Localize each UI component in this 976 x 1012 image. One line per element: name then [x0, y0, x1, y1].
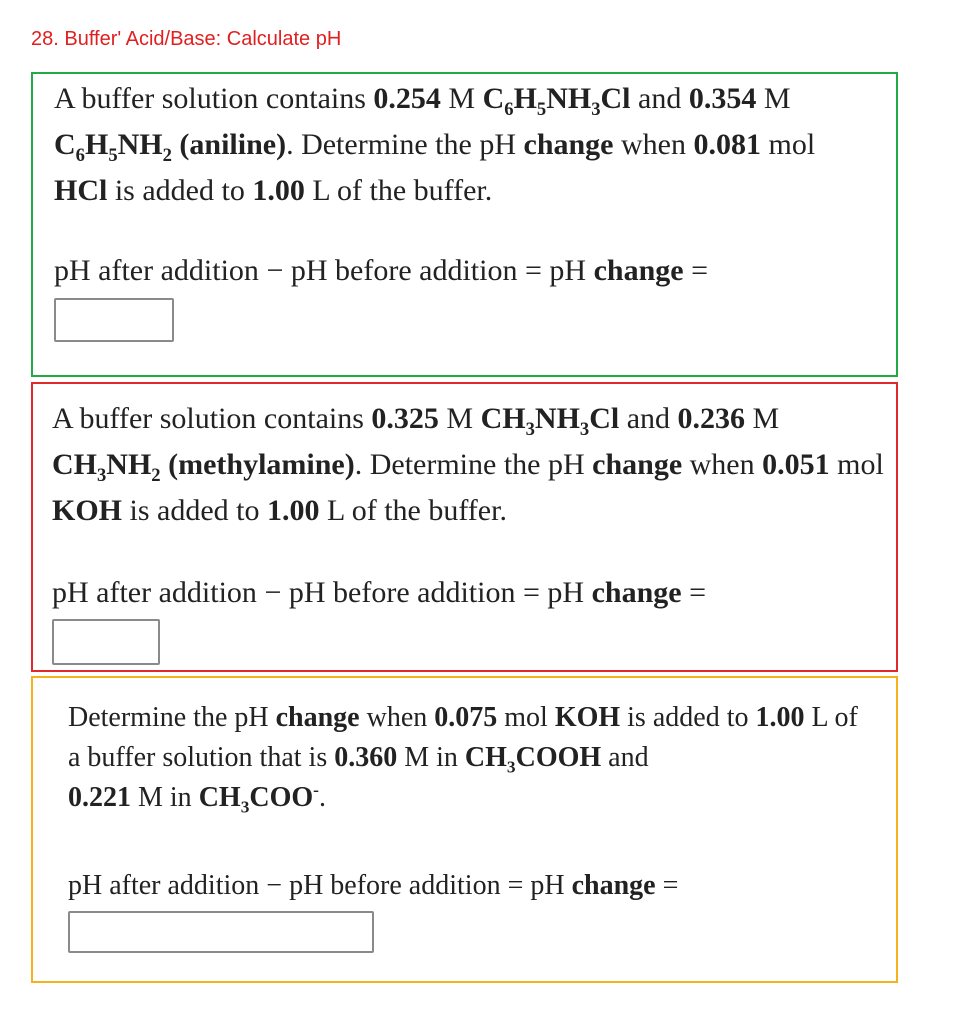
text-fragment: L of a buffer solution that is [68, 702, 858, 773]
question-text-1 [54, 76, 874, 214]
added-reagent: HCl [54, 174, 108, 207]
added-reagent: KOH [52, 494, 123, 527]
ph-change-equation: pH after addition − pH before addition = pH change = [52, 576, 706, 609]
question-box-1 [31, 72, 898, 377]
question-text-3 [68, 698, 868, 818]
text-fragment: is added to [107, 174, 253, 207]
buffer-volume: 1.00 [267, 494, 320, 527]
ph-change-equation: pH after addition − pH before addition = pH change = [68, 870, 679, 901]
base-concentration: 0.221 [68, 782, 131, 813]
question-box-3 [31, 676, 898, 983]
salt-formula: $C_6H_5NH_3Cl$ [482, 82, 631, 120]
acid-concentration: 0.360 [334, 742, 398, 773]
change-keyword: change [592, 448, 683, 481]
text-fragment: M in [397, 742, 465, 773]
text-fragment: and [601, 742, 649, 773]
base-formula: $CH_3NH_2$ [52, 448, 161, 486]
text-fragment: M [745, 402, 780, 435]
added-amount: 0.081 [693, 128, 761, 161]
answer-input-1[interactable] [54, 298, 174, 342]
text-fragment: and [619, 402, 678, 435]
added-amount: 0.051 [762, 448, 830, 481]
added-amount: 0.075 [434, 702, 498, 733]
text-fragment: M [438, 402, 481, 435]
text-fragment: mol [497, 702, 555, 733]
text-fragment: M [756, 82, 791, 115]
text-fragment: M in [131, 782, 199, 813]
base-name: (methylamine) [168, 448, 355, 481]
text-fragment: A buffer solution contains [52, 402, 372, 435]
change-keyword: change [275, 702, 360, 733]
text-fragment: . [318, 782, 326, 813]
base-concentration: 0.236 [677, 402, 746, 435]
text-fragment: when [359, 702, 435, 733]
question-box-2 [31, 382, 898, 672]
salt-concentration: 0.325 [371, 402, 439, 435]
answer-input-2[interactable] [52, 619, 160, 665]
text-fragment: M [440, 82, 483, 115]
text-fragment: Determine the pH [68, 702, 276, 733]
buffer-volume: 1.00 [755, 702, 805, 733]
text-fragment: when [613, 128, 694, 161]
salt-formula: $CH_3NH_3Cl$ [480, 402, 620, 440]
answer-input-3[interactable] [68, 911, 374, 953]
acid-formula: $CH_3COOH$ [464, 742, 602, 777]
ph-change-equation: pH after addition − pH before addition = pH change = [54, 254, 708, 287]
buffer-volume: 1.00 [252, 174, 305, 207]
text-fragment: A buffer solution contains [54, 82, 374, 115]
text-fragment: when [682, 448, 763, 481]
text-fragment: is added to [620, 702, 756, 733]
salt-concentration: 0.254 [373, 82, 441, 115]
base-name: (aniline) [179, 128, 287, 161]
change-keyword: change [523, 128, 614, 161]
conjugate-base-formula: $CH_3COO^-$ [198, 780, 319, 817]
text-fragment: mol [760, 128, 816, 161]
text-fragment: . Determine the pH [286, 128, 524, 161]
base-formula: $C_6H_5NH_2$ [54, 128, 172, 166]
page-title: 28. Buffer' Acid/Base: Calculate pH [31, 28, 342, 50]
text-fragment: L of the buffer. [319, 494, 507, 527]
base-concentration: 0.354 [688, 82, 757, 115]
text-fragment: L of the buffer. [304, 174, 493, 207]
text-fragment: is added to [122, 494, 267, 527]
text-fragment: . Determine the pH [354, 448, 593, 481]
question-text-2 [52, 396, 892, 534]
text-fragment: and [630, 82, 689, 115]
added-reagent: KOH [554, 702, 621, 733]
text-fragment: mol [829, 448, 884, 481]
